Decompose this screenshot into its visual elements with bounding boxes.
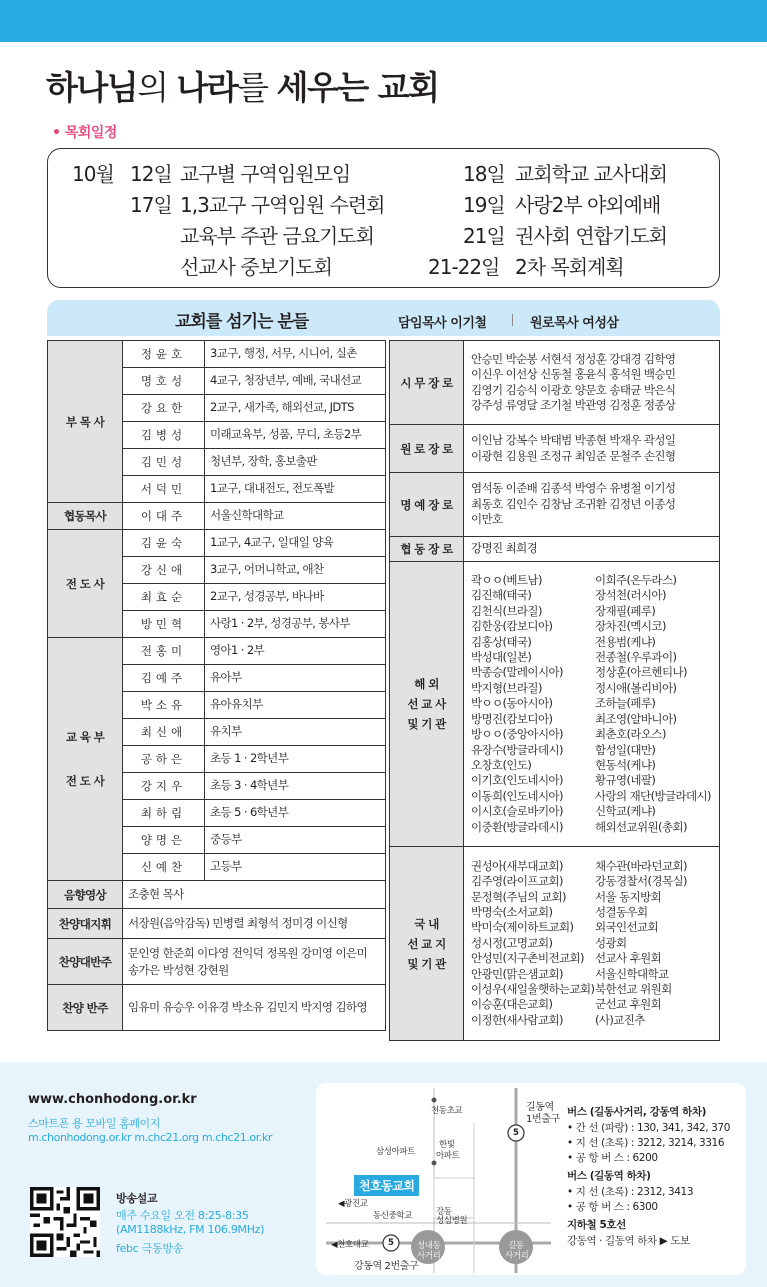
bus-info: • 지 선 (초록) : 2312, 3413 [567,1186,694,1198]
divider [512,314,513,326]
person-name: 정윤호 [123,341,205,368]
person-role: 초등 5 · 6학년부 [205,800,386,827]
overseas-col-1: 곽ㅇㅇ(베트남) 김진해(태국) 김천식(브라질) 김한웅(캄보디아) 김홍상(태국) 박성대(일본) 박종승(말레이시아) 박지형(브라질) 박ㅇㅇ(동아시아) 방명진(캄보디아) 방ㅇㅇ(중앙아시아) 유장수(방글라데시) 오창호(인도) 이기호(인도네시아) 이동희(인도네시아) 이시호(슬로바키아) 이중환(방글라데시) [471,573,563,834]
active-elders-head: 시 무 장 로 [390,341,464,425]
schedule-day: 18일 [463,162,505,186]
schedule-day: 17일 [130,193,172,217]
broadcast-frequency: (AM1188kHz, FM 106.9MHz) [116,1223,265,1236]
page-title: 하나님의 나라를 세우는 교회 [46,68,439,107]
staff-table-right [389,340,720,1041]
person-name: 방민혁 [123,611,205,638]
active-elders-list: 안승민 박순봉 서현석 정성훈 강대경 김학영 이신우 이선상 신동철 홍윤식 홍석원 백승민 김영기 김승식 이광호 양문호 송태균 박은식 강주성 류영달 조기철 박관영 김정훈 정종상 [464,341,720,425]
person-role: 2교구, 새가족, 해외선교, JDTS [205,395,386,422]
domestic-col-2: 채수관(바라던교회) 강동경찰서(경목실) 서울 동지방회 성결동우회 외국인선교회 성광회 선교사 후원회 서울신학대학교 북한선교 위원회 군선교 후원회 (사)교진추 [595,858,687,1027]
staff-table-left [47,340,386,1031]
person-role: 1교구, 대내전도, 전도폭발 [205,476,386,503]
map-label-hospital-2: 성심병원 [436,1216,468,1226]
schedule-event: 권사회 연합기도회 [515,224,667,248]
map-label-cheonho-bridge: ◀천호대교 [331,1240,369,1250]
person-role: 고등부 [205,854,386,881]
coop-elders-head: 협 동 장 로 [390,537,464,562]
map-label-gildong-intersection: 길동 [508,1241,524,1251]
person-role: 초등 3 · 4학년부 [205,773,386,800]
person-role: 3교구, 어머니학교, 애찬 [205,557,386,584]
honorary-elders-list: 염석동 이준배 김종석 박영수 유병철 이기성 최동호 김인수 김창남 조귀환 김정년 이종성 이만호 [464,473,720,537]
mobile-homepage-links[interactable]: m.chonhodong.or.kr m.chc21.org m.chc21.or.kr [28,1131,273,1144]
person-name: 양명은 [123,827,205,854]
staff-title: 교회를 섬기는 분들 [175,312,309,332]
bus-info: • 간 선 (파랑) : 130, 341, 342, 370 [567,1122,730,1134]
emeritus-pastor: 원로목사 여성삼 [530,316,619,331]
schedule-event: 사랑2부 야외예배 [515,193,661,217]
person-name: 신예찬 [123,854,205,881]
person-name: 박소유 [123,692,205,719]
person-role: 사랑1 · 2부, 성경공부, 봉사부 [205,611,386,638]
person-name: 강지우 [123,773,205,800]
bus-info: 버스 (길동사거리, 강동역 하차) [567,1106,707,1118]
person-role: 초등 1 · 2학년부 [205,746,386,773]
schedule-heading: • 목회일정 [52,125,117,141]
person-name: 전홍미 [123,638,205,665]
domestic-missions-head: 국 내 선 교 지 및 기 관 [390,847,464,1041]
media-staff: 조충현 목사 [123,881,386,909]
map-label-gwangjin-bridge: ◀광진교 [338,1199,368,1209]
person-role: 영아1 · 2부 [205,638,386,665]
person-name: 김민성 [123,449,205,476]
map-label-gildong-exit: 1번출구 [526,1114,560,1125]
person-name: 최하림 [123,800,205,827]
qr-code[interactable] [30,1187,100,1257]
overseas-missions-head: 해 외 선 교 사 및 기 관 [390,562,464,847]
media-head: 음향영상 [48,881,123,909]
person-role: 4교구, 청장년부, 예배, 국내선교 [205,368,386,395]
person-role: 유아부 [205,665,386,692]
person-name: 이대주 [123,503,205,530]
schedule-day: 19일 [463,193,505,217]
schedule-month: 10월 [72,162,114,186]
map-label-school: 천동초교 [431,1106,463,1116]
coop-pastor-head: 협동목사 [48,503,123,530]
domestic-col-1: 권성아(새부대교회) 김주영(라이프교회) 문정혁(주님의 교회) 박명숙(소서교회) 박미숙(제이하트교회) 성시정(고명교회) 안성민(지구촌비전교회) 안광민(맑은샘교회) 이성우(새일울햇하는교회) 이승훈(대은교회) 이정한(새사람교회) [471,858,595,1027]
person-name: 김예주 [123,665,205,692]
bus-info: • 공 항 버 스 : 6200 [567,1152,658,1164]
map-label-hanbit: 한빛 [439,1140,455,1150]
person-name: 명호성 [123,368,205,395]
edu-evangelist-head: 교 육 부 전 도 사 [48,638,123,881]
subway-info: 지하철 5호선 [567,1219,626,1231]
staff-header-bar [47,300,720,336]
person-role: 미래교육부, 성품, 무디, 초등2부 [205,422,386,449]
person-role: 3교구, 행정, 서무, 시니어, 실촌 [205,341,386,368]
person-name: 김윤숙 [123,530,205,557]
person-role: 서울신학대학교 [205,503,386,530]
broadcast-time: 매주 수요일 오전 8:25-8:35 [116,1209,249,1222]
choir-director-head: 찬양대지휘 [48,909,123,939]
coop-elders-list: 강명진 최희경 [464,537,720,562]
map-church-marker[interactable]: 천호동교회 [354,1175,419,1196]
overseas-missions-list [464,562,720,847]
map-label-gildong-intersection-2: 사거리 [505,1251,529,1261]
map-label-gangdong-exit: 강동역 2번출구 [354,1261,419,1272]
person-role: 1교구, 4교구, 일대일 양육 [205,530,386,557]
website-link[interactable]: www.chonhodong.or.kr [28,1092,197,1107]
bus-info: 버스 (길동역 하차) [567,1170,651,1182]
person-name: 공하은 [123,746,205,773]
schedule-event: 선교사 중보기도회 [180,255,332,279]
choir-director-list: 서장원(음악감독) 민병렬 최형석 정미경 이신형 [123,909,386,939]
domestic-missions-list [464,847,720,1041]
person-role: 2교구, 성경공부, 바나바 [205,584,386,611]
person-role: 중등부 [205,827,386,854]
subway-info: 강동역 · 길동역 하차 ▶ 도보 [567,1235,690,1247]
schedule-event: 2차 목회계획 [515,255,624,279]
emeritus-elders-head: 원 로 장 로 [390,425,464,473]
broadcast-station: febc 극동방송 [116,1242,183,1255]
bus-info: • 지 선 (초록) : 3212, 3214, 3316 [567,1137,725,1149]
praise-accompanist-list: 임유미 유승우 이유경 박소유 김민지 박지영 김하영 [123,985,386,1031]
bus-info: • 공 항 버 스 : 6300 [567,1201,658,1213]
evangelist-head: 전 도 사 [48,530,123,638]
person-role: 청년부, 장학, 홍보출판 [205,449,386,476]
person-name: 강요한 [123,395,205,422]
schedule-event: 1,3교구 구역임원 수련회 [180,193,385,217]
praise-accompanist-head: 찬양 반주 [48,985,123,1031]
person-role: 유아유치부 [205,692,386,719]
person-name: 최신애 [123,719,205,746]
map-label-intersection-2: 사거리 [417,1251,441,1261]
broadcast-title: 방송설교 [116,1192,158,1205]
associate-pastor-head: 부 목 사 [48,341,123,503]
subway-line-5-icon: 5 [513,1128,519,1138]
map-label-dongsin-school: 동신중학교 [373,1211,413,1221]
map-label-hospital: 강동 [436,1207,452,1217]
schedule-day: 12일 [130,162,172,186]
choir-accompanist-list: 문인영 한준희 이다영 전익덕 정목원 강미영 이은미 송가은 박성현 강현원 [123,939,386,985]
senior-pastor: 담임목사 이기철 [398,316,487,331]
schedule-event: 교구별 구역임원모임 [180,162,351,186]
map-label-hanbit-apt: 아파트 [436,1151,460,1161]
top-color-bar [0,0,767,42]
schedule-event: 교회학교 교사대회 [515,162,667,186]
overseas-col-2: 이희주(온두라스) 장석천(러시아) 장재필(페루) 장차진(멕시코) 전용범(케냐) 전종철(우루과이) 정상훈(아르헨티나) 정시애(볼리비아) 조하늘(페루) 최조영(알바니아) 최춘호(라오스) 함성일(대만) 현동석(케냐) 황규영(네팔) 사랑의 재단(방글라데시) 신학교(케냐) 해외선교위원(총회) [595,573,711,834]
person-role: 유치부 [205,719,386,746]
honorary-elders-head: 명 예 장 로 [390,473,464,537]
map-label-gildong-station: 길동역 [526,1102,554,1113]
subway-line-5-icon: 5 [388,1238,394,1248]
schedule-day: 21-22일 [428,255,500,279]
person-name: 강신애 [123,557,205,584]
person-name: 최효순 [123,584,205,611]
person-name: 서덕민 [123,476,205,503]
map-label-intersection: 성내동 [417,1241,441,1251]
schedule-event: 교육부 주관 금요기도회 [180,224,374,248]
choir-accompanist-head: 찬양대반주 [48,939,123,985]
map-label-samsung-apt: 삼성아파트 [376,1147,416,1157]
person-name: 김병성 [123,422,205,449]
emeritus-elders-list: 이인남 강복수 박태범 박종현 박재우 곽성일 이광현 김용원 조정규 최임준 문철주 손진형 [464,425,720,473]
mobile-homepage-label: 스마트폰 용 모바일 홈페이지 [28,1117,161,1130]
schedule-day: 21일 [463,224,505,248]
